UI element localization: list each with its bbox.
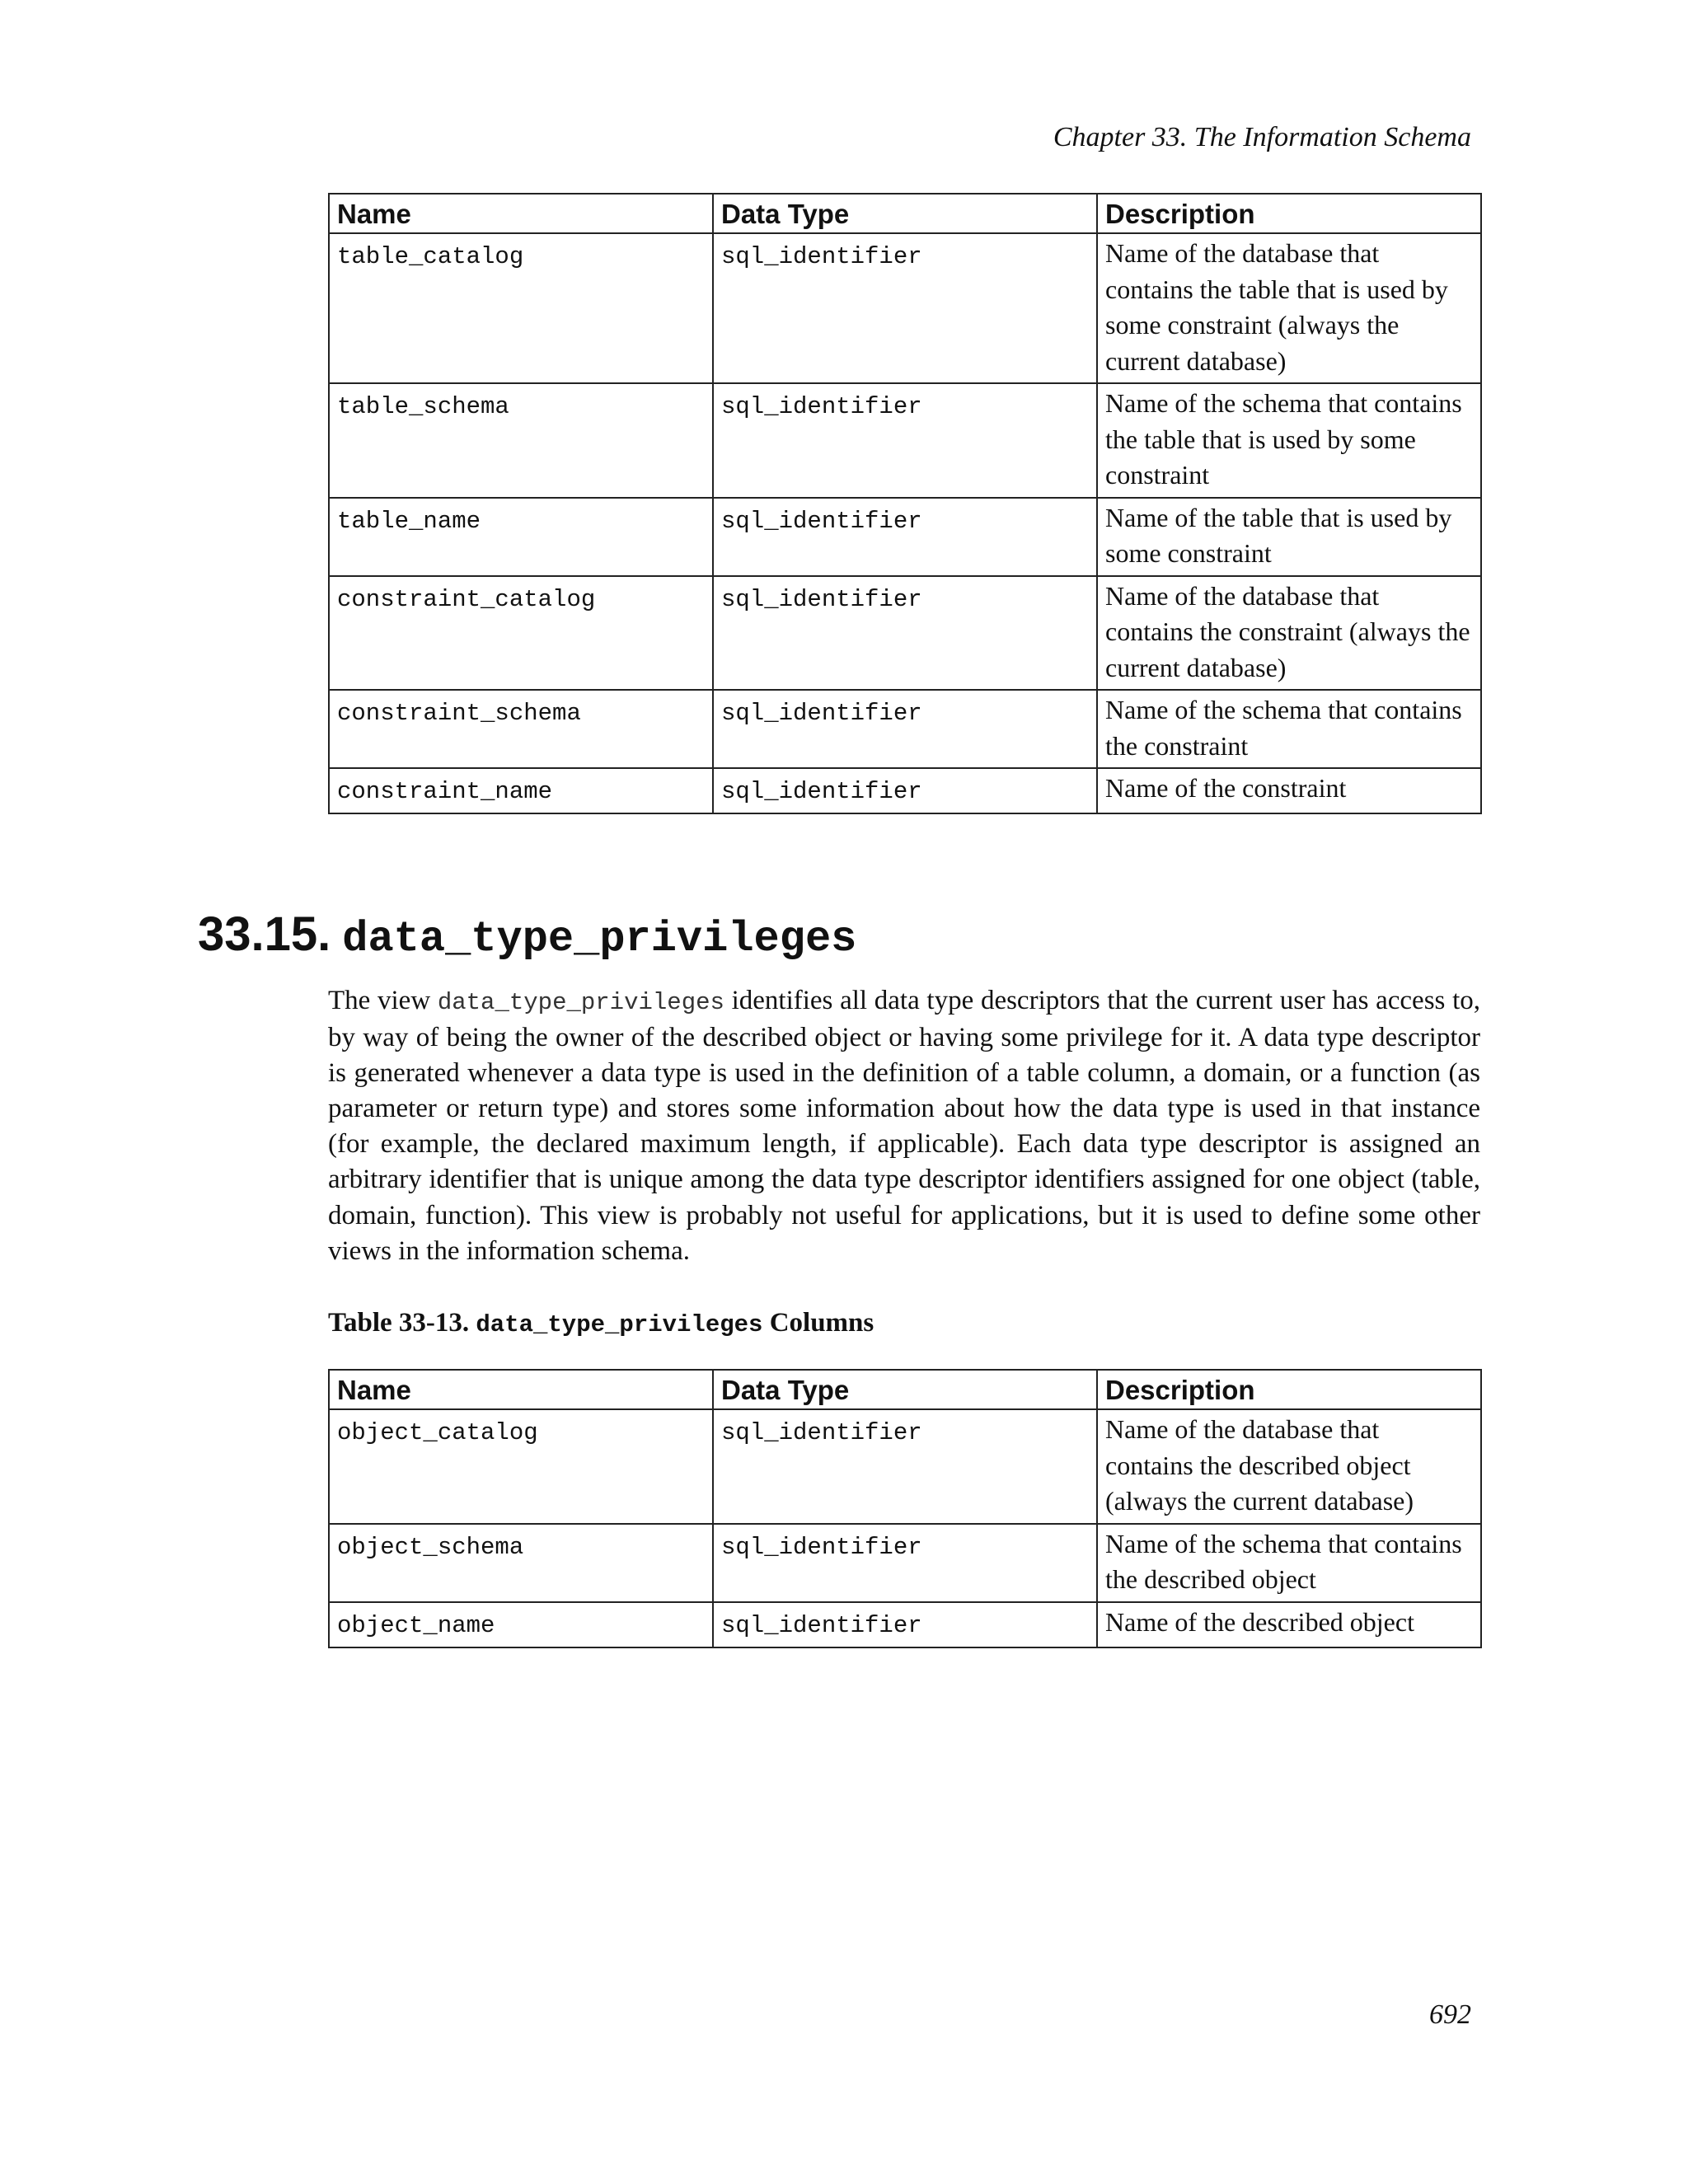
table-row — [329, 690, 1481, 768]
column-data-type: sql_identifier — [713, 1602, 1097, 1647]
table-row — [329, 1602, 1481, 1647]
header-data-type: Data Type — [713, 194, 1097, 233]
section-title: data_type_privileges — [342, 915, 857, 963]
data-type-privileges-columns-table — [328, 1369, 1482, 1648]
column-data-type: sql_identifier — [713, 233, 1097, 383]
column-name: object_catalog — [329, 1409, 713, 1524]
table-row — [329, 1524, 1481, 1602]
page-number: 692 — [1429, 1999, 1471, 2030]
column-name: table_catalog — [329, 233, 713, 383]
table-row — [329, 498, 1481, 576]
header-name: Name — [329, 1370, 713, 1409]
column-description: Name of the table that is used by some constraint — [1097, 498, 1481, 576]
column-description: Name of the database that contains the described object (always the current database) — [1097, 1409, 1481, 1524]
table-header-row — [329, 194, 1481, 233]
table-caption — [328, 1310, 874, 1337]
section-paragraph — [328, 983, 1480, 1269]
column-name: constraint_name — [329, 768, 713, 813]
column-description: Name of the database that contains the table that is used by some constraint (always the current database) — [1097, 233, 1481, 383]
column-data-type: sql_identifier — [713, 576, 1097, 691]
running-header: Chapter 33. The Information Schema — [1053, 122, 1471, 152]
header-name: Name — [329, 194, 713, 233]
caption-suffix: Columns — [762, 1308, 874, 1338]
section-heading — [198, 907, 857, 963]
paragraph-prefix: The view — [328, 986, 438, 1015]
column-name: object_name — [329, 1602, 713, 1647]
table-row — [329, 768, 1481, 813]
table-row — [329, 576, 1481, 691]
inline-code-view-name: data_type_privileges — [437, 989, 724, 1016]
column-name: constraint_catalog — [329, 576, 713, 691]
table-row — [329, 233, 1481, 383]
table-row — [329, 1409, 1481, 1524]
table-header-row — [329, 1370, 1481, 1409]
column-name: constraint_schema — [329, 690, 713, 768]
header-data-type: Data Type — [713, 1370, 1097, 1409]
section-number: 33.15. — [198, 907, 331, 961]
caption-code: data_type_privileges — [476, 1311, 763, 1338]
paragraph-text: identifies all data type descriptors that the current user has access to, by way of being the owner of the described object or having some privilege for it. A data type descriptor is generated whenever a data type is used in the definition of a table column, a domain, or a function (as parameter or return type) and stores some information about how the data type is used in that instance (for example, the declared maximum length, if applicable). Each data type descriptor is assigned an arbitrary identifier that is unique among the data type descriptor identifiers assigned for one object (table, domain, function). This view is probably not useful for applications, but it is used to define some other views in the information schema. — [328, 986, 1480, 1266]
column-data-type: sql_identifier — [713, 768, 1097, 813]
column-description: Name of the database that contains the constraint (always the current database) — [1097, 576, 1481, 691]
column-description: Name of the schema that contains the constraint — [1097, 690, 1481, 768]
header-description: Description — [1097, 194, 1481, 233]
column-description: Name of the schema that contains the table that is used by some constraint — [1097, 383, 1481, 498]
column-name: table_name — [329, 498, 713, 576]
column-description: Name of the described object — [1097, 1602, 1481, 1647]
column-data-type: sql_identifier — [713, 383, 1097, 498]
column-description: Name of the schema that contains the described object — [1097, 1524, 1481, 1602]
column-data-type: sql_identifier — [713, 690, 1097, 768]
column-description: Name of the constraint — [1097, 768, 1481, 813]
column-data-type: sql_identifier — [713, 1524, 1097, 1602]
column-name: table_schema — [329, 383, 713, 498]
columns-table-continued — [328, 193, 1482, 814]
table-row — [329, 383, 1481, 498]
column-data-type: sql_identifier — [713, 1409, 1097, 1524]
header-description: Description — [1097, 1370, 1481, 1409]
column-data-type: sql_identifier — [713, 498, 1097, 576]
caption-label: Table 33-13. — [328, 1308, 476, 1338]
column-name: object_schema — [329, 1524, 713, 1602]
